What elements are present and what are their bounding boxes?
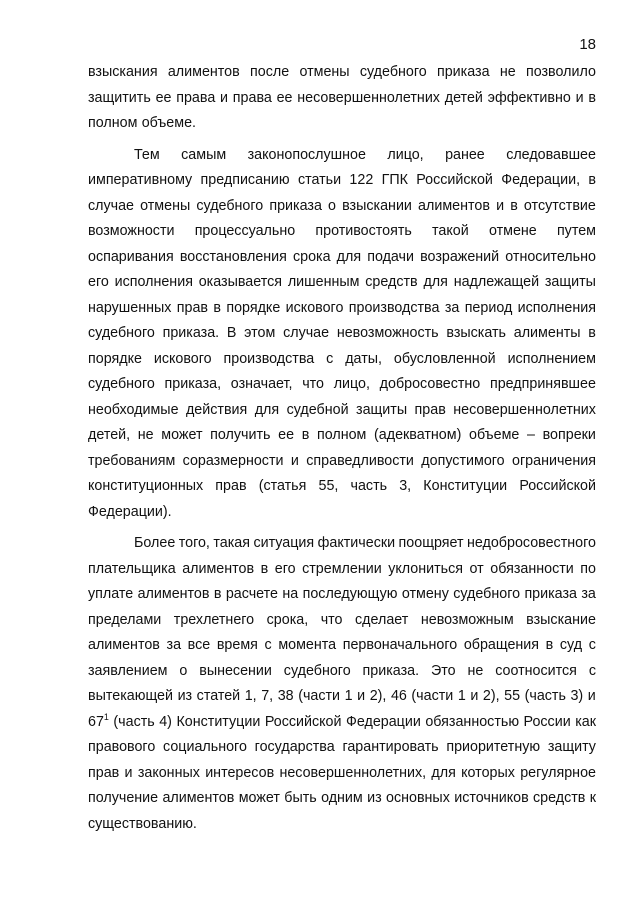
text-line: заявлением о вынесении судебного приказа. Это не соотносится с xyxy=(88,662,596,679)
text-line: защитить ее права и права ее несовершеннолетних детей эффективно и в xyxy=(88,89,596,106)
text-line: порядке искового производства с даты, обусловленной исполнением xyxy=(88,350,596,367)
paragraph xyxy=(88,60,596,137)
text-line: судебного приказа, означает, что лицо, добросовестно предпринявшее xyxy=(88,376,596,392)
text-line: необходимые действия для судебной защиты прав несовершеннолетних xyxy=(88,401,596,418)
text-line: $67^1$ (часть 4) Конституции Российской Федерации обязанностью России как xyxy=(88,711,596,730)
text-line: Более того, такая ситуация фактически поощряет недобросовестного xyxy=(134,535,596,551)
text-line: его исполнения оказывается лишенным средств для надлежащей защиты xyxy=(88,274,596,290)
text-line: императивному предписанию статьи 122 ГПК Российской Федерации, в xyxy=(88,172,596,188)
text-line: нарушенных прав в порядке искового производства за период исполнения xyxy=(88,299,596,316)
text-line: пределами трехлетнего срока, что сделает невозможным взыскание xyxy=(88,611,596,628)
paragraph xyxy=(88,531,596,837)
body-text xyxy=(88,60,596,843)
text-line: взыскания алиментов после отмены судебного приказа не позволило xyxy=(88,64,596,80)
page-number: 18 xyxy=(579,36,596,53)
text-line: возможности процессуально противостоять такой отмене путем xyxy=(88,223,596,239)
text-line: существованию. xyxy=(88,815,197,832)
text-line: случае отмены судебного приказа о взыскании алиментов и в отсутствие xyxy=(88,197,596,214)
text-line: детей, не может получить ее в полном (адекватном) объеме – вопреки xyxy=(88,427,596,443)
text-line: вытекающей из статей 1, 7, 38 (части 1 и 2), 46 (части 1 и 2), 55 (часть 3) и xyxy=(88,688,596,704)
text-line: получение алиментов может быть одним из основных источников средств к xyxy=(88,790,596,806)
text-line: алиментов за все время с момента первоначального обращения в суд с xyxy=(88,637,596,653)
text-line: уплате алиментов в расчете на последующую отмену судебного приказа за xyxy=(88,586,596,602)
text-line: Тем самым законопослушное лицо, ранее следовавшее xyxy=(134,146,596,163)
text-line: оспаривания восстановления срока для подачи возражений относительно xyxy=(88,248,596,265)
text-line: полном объеме. xyxy=(88,115,196,131)
text-line: плательщика алиментов в его стремлении уклониться от обязанности по xyxy=(88,560,596,577)
text-line: требованиям соразмерности и справедливости допустимого ограничения xyxy=(88,452,596,469)
text-line: прав и законных интересов несовершеннолетних, для которых регулярное xyxy=(88,764,596,781)
text-line: конституционных прав (статья 55, часть 3, Конституции Российской xyxy=(88,478,596,494)
text-line: Федерации). xyxy=(88,503,172,520)
paragraph xyxy=(88,143,596,526)
text-line: судебного приказа. В этом случае невозможность взыскать алименты в xyxy=(88,325,596,341)
text-line: правового социального государства гарантировать приоритетную защиту xyxy=(88,739,596,755)
